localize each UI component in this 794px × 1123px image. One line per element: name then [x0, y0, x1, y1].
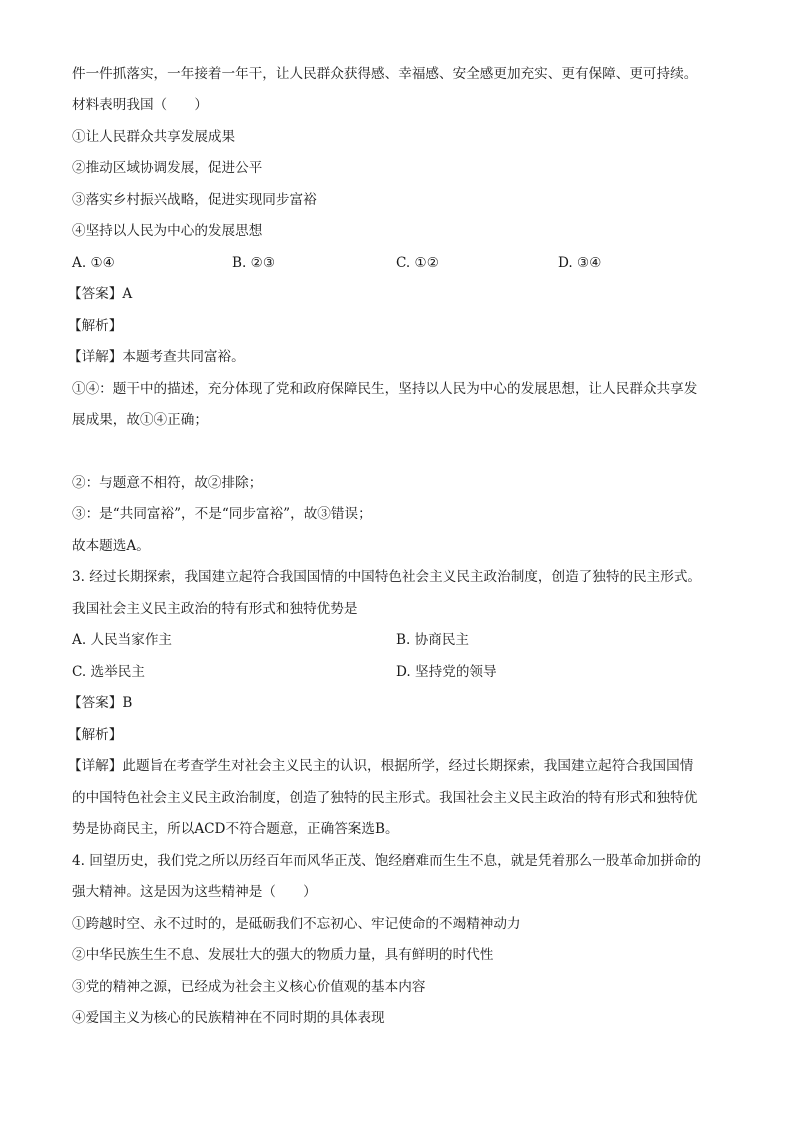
q2-detail-line-2: ①④：题干中的描述，充分体现了党和政府保障民生，坚持以人民为中心的发展思想，让人民群众共享发	[72, 381, 698, 397]
q4-item-3: ③党的精神之源，已经成为社会主义核心价值观的基本内容	[72, 979, 426, 995]
q2-option-a: A. ①④	[72, 255, 115, 271]
q2-stem-question: 材料表明我国（ ）	[72, 97, 208, 113]
q4-stem-line-2: 强大精神。这是因为这些精神是（ ）	[72, 884, 317, 900]
q2-detail-line-5: ③：是“共同富裕”，不是“同步富裕”，故③错误；	[72, 506, 372, 522]
q3-answer: 【答案】B	[68, 695, 133, 711]
q2-detail-line-6: 故本题选A。	[72, 538, 150, 554]
q2-item-2: ②推动区域协调发展，促进公平	[72, 160, 263, 176]
q3-detail-line-3: 势是协商民主，所以ACD不符合题意，正确答案选B。	[72, 821, 399, 837]
q3-option-b: B. 协商民主	[396, 632, 470, 648]
q4-item-4: ④爱国主义为核心的民族精神在不同时期的具体表现	[72, 1010, 385, 1026]
q4-item-2: ②中华民族生生不息、发展壮大的强大的物质力量，具有鲜明的时代性	[72, 947, 494, 963]
q2-item-3: ③落实乡村振兴战略，促进实现同步富裕	[72, 192, 317, 208]
q4-item-1: ①跨越时空、永不过时的，是砥砺我们不忘初心、牢记使命的不竭精神动力	[72, 916, 521, 932]
q3-option-a: A. 人民当家作主	[72, 632, 173, 648]
q2-detail-line-4: ②：与题意不相符，故②排除；	[72, 475, 263, 491]
q3-option-c: C. 选举民主	[72, 664, 145, 680]
q3-detail-line-2: 的中国特色社会主义民主政治制度，创造了独特的民主形式。我国社会主义民主政治的特有形式和独特优	[72, 790, 698, 806]
q2-option-c: C. ①②	[396, 255, 439, 271]
q2-item-4: ④坚持以人民为中心的发展思想	[72, 223, 263, 239]
q3-detail-line-1: 【详解】此题旨在考查学生对社会主义民主的认识，根据所学，经过长期探索，我国建立起符合我国国情	[68, 758, 694, 774]
q3-option-d: D. 坚持党的领导	[396, 664, 497, 680]
q3-analysis-heading: 【解析】	[68, 727, 123, 743]
q2-option-d: D. ③④	[558, 255, 602, 271]
q2-answer: 【答案】A	[68, 286, 133, 302]
q2-detail-line-1: 【详解】本题考查共同富裕。	[68, 349, 245, 365]
q2-option-b: B. ②③	[232, 255, 276, 271]
q4-stem-line-1: 4. 回望历史，我们党之所以历经百年而风华正茂、饱经磨难而生生不息，就是凭着那么一股革命加拼命的	[72, 853, 702, 869]
q2-analysis-heading: 【解析】	[68, 318, 123, 334]
q3-stem-line-2: 我国社会主义民主政治的特有形式和独特优势是	[72, 601, 358, 617]
q3-stem-line-1: 3. 经过长期探索，我国建立起符合我国国情的中国特色社会主义民主政治制度，创造了独特的民主形式。	[72, 569, 702, 585]
q2-item-1: ①让人民群众共享发展成果	[72, 129, 236, 145]
q2-detail-line-3: 展成果，故①④正确；	[72, 412, 208, 428]
q2-stem-tail: 件一件抓落实，一年接着一年干，让人民群众获得感、幸福感、安全感更加充实、更有保障、更可持续。	[72, 66, 698, 82]
